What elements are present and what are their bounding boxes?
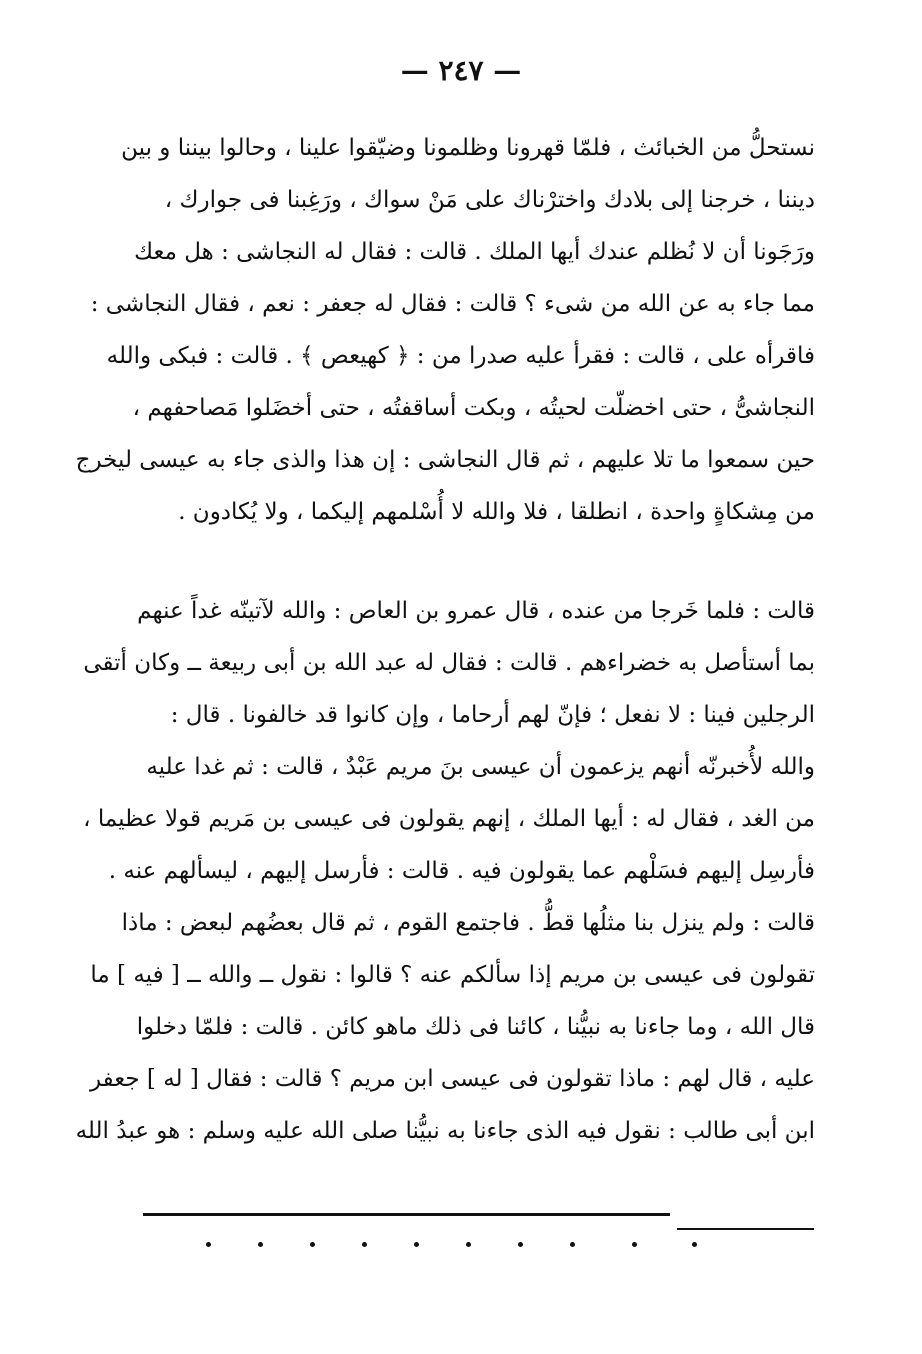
text-line: تقولون فى عيسى بن مريم إذا سألكم عنه ؟ قالوا : نقول ــ والله ــ [ فيه ] ما (90, 962, 815, 988)
text-line: نستحلُّ من الخبائث ، فلمّا قهرونا وظلمونا وضيّقوا علينا ، وحالوا بيننا و بين (121, 135, 815, 161)
footnote-rule-short (677, 1228, 814, 1230)
dot-mark (310, 1242, 315, 1247)
text-line: مما جاء به عن الله من شىء ؟ قالت : فقال له جعفر : نعم ، فقال النجاشى : (90, 291, 815, 317)
text-line: من الغد ، فقال له : أيها الملك ، إنهم يقولون فى عيسى بن مَريم قولا عظيما ، (83, 806, 815, 832)
footnote-rule-long (143, 1213, 670, 1216)
dot-mark (362, 1242, 367, 1247)
text-line: النجاشىُّ ، حتى اخضلّت لحيتُه ، وبكت أساقفتُه ، حتى أخضَلوا مَصاحفهم ، (132, 395, 815, 421)
text-line: والله لأُخبرنّه أنهم يزعمون أن عيسى بنَ مريم عَبْدٌ ، قالت : ثم غدا عليه (146, 754, 815, 780)
text-line: بما أستأصل به خضراءهم . قالت : فقال له عبد الله بن أبى ربيعة ــ وكان أتقى (83, 650, 815, 676)
text-line: ديننا ، خرجنا إلى بلادك واخترْناك على مَنْ سواك ، ورَغِبنا فى جوارك ، (164, 187, 815, 213)
text-line: ورَجَونا أن لا نُظلم عندك أيها الملك . قالت : فقال له النجاشى : هل معك (134, 239, 815, 265)
page-number: — ٢٤٧ — (400, 54, 522, 87)
footnote-dots (180, 1232, 740, 1262)
text-line: قالت : ولم ينزل بنا مثلُها قطُّ . فاجتمع القوم ، ثم قال بعضُهم لبعض : ماذا (121, 910, 815, 936)
dot-mark (518, 1242, 523, 1247)
text-line: حين سمعوا ما تلا عليهم ، ثم قال النجاشى : إن هذا والذى جاء به عيسى ليخرج (75, 447, 815, 473)
text-line: عليه ، قال لهم : ماذا تقولون فى عيسى ابن مريم ؟ قالت : فقال [ له ] جعفر (89, 1066, 815, 1092)
dot-mark (632, 1242, 637, 1247)
dot-mark (570, 1242, 575, 1247)
text-line: من مِشكاةٍ واحدة ، انطلقا ، فلا والله لا أُسْلمهم إليكما ، ولا يُكادون . (178, 499, 815, 525)
dot-mark (414, 1242, 419, 1247)
text-line: ابن أبى طالب : نقول فيه الذى جاءنا به نبيُّنا صلى الله عليه وسلم : هو عبدُ الله (75, 1118, 815, 1144)
dot-mark (692, 1242, 697, 1247)
dot-mark (206, 1242, 211, 1247)
dot-mark (258, 1242, 263, 1247)
dot-mark (466, 1242, 471, 1247)
text-line: فاقرأه على ، قالت : فقرأ عليه صدرا من : ﴿ كهيعص ﴾ . قالت : فبكى والله (106, 343, 815, 369)
text-line: الرجلين فينا : لا نفعل ؛ فإنّ لهم أرحاما ، وإن كانوا قد خالفونا . قال : (170, 702, 815, 728)
text-line: فأرسِل إليهم فسَلْهم عما يقولون فيه . قالت : فأرسل إليهم ، ليسألهم عنه . (108, 858, 815, 884)
text-line: قال الله ، وما جاءنا به نبيُّنا ، كائنا فى ذلك ماهو كائن . قالت : فلمّا دخلوا (136, 1014, 815, 1040)
paragraph-2 (75, 585, 815, 1157)
text-line: قالت : فلما خَرجا من عنده ، قال عمرو بن العاص : والله لآتينّه غداً عنهم (137, 598, 815, 624)
paragraph-1 (75, 122, 815, 538)
